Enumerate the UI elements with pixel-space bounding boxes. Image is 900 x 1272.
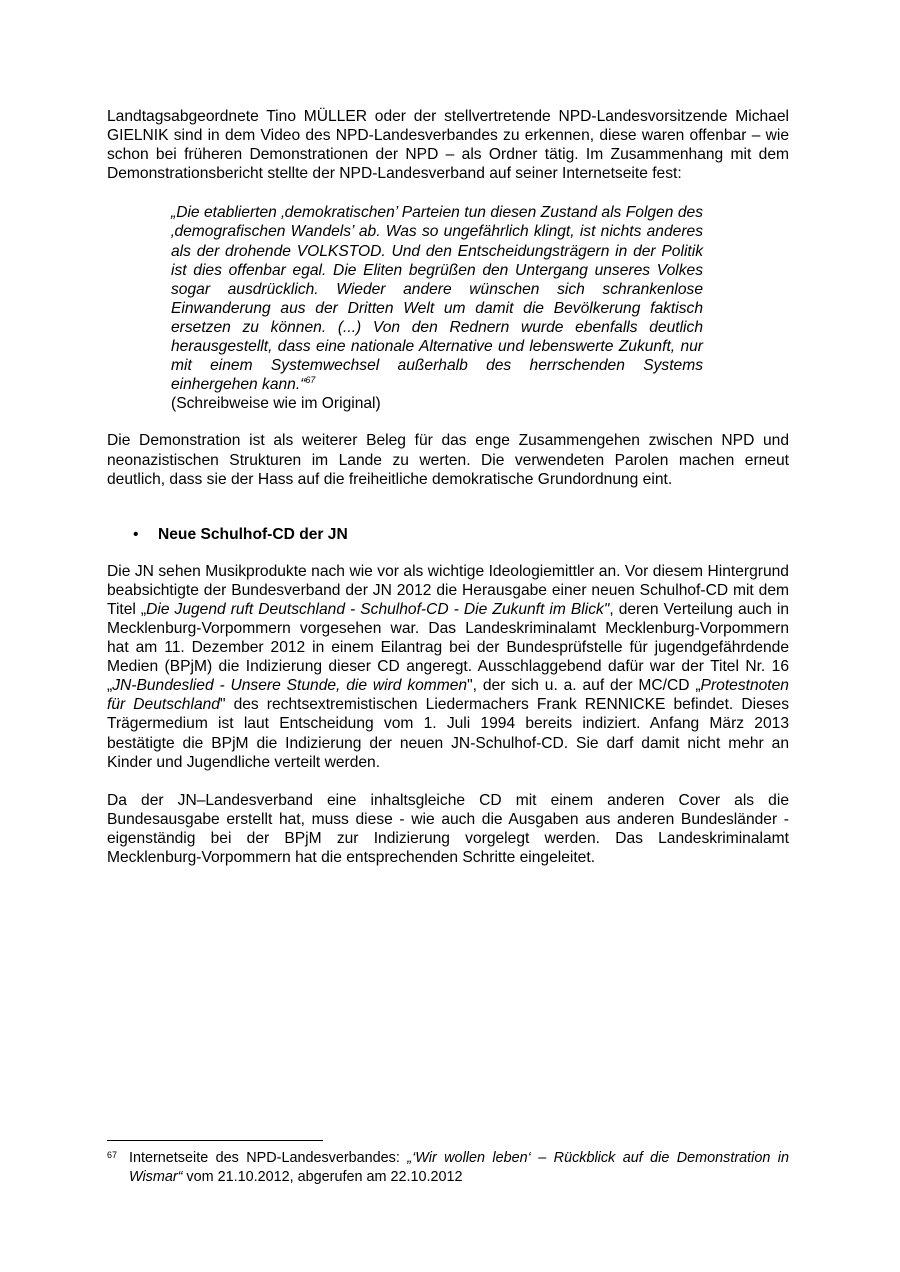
document-body [107,107,789,867]
intro-paragraph: Landtagsabgeordnete Tino MÜLLER oder der stellvertretende NPD-Landesvorsitzende Michael GIELNIK sind in dem Video des NPD-Landesverbandes zu erkennen, diese waren offenbar – wie schon bei früheren Demonstrationen der NPD – als Ordner tätig. Im Zusammenhang mit dem Demonstrationsbericht stellte der NPD-Landesverband auf seiner Internetseite fest: [107,108,789,183]
footnote-text [129,1149,789,1186]
bullet-icon: • [133,525,139,543]
footnote-separator [107,1140,323,1141]
footnote-number: 67 [107,1150,118,1160]
quote-note: (Schreibweise wie im Original) [171,395,381,413]
cd-text-2: , deren Verteilung auch in Mecklenburg-Vorpommern vorgesehen war. Das Landeskriminalamt Mecklenburg-Vorpommern hat am 11. Dezember 2012 in einem Eilantrag bei der Bundesprüfstelle für jugendgefährdende Medien (BPjM) die Indizierung dieser CD angeregt. Ausschlaggebend dafür war der Titel Nr. 16 „ [107,600,790,695]
cd-text-1: Die JN sehen Musikprodukte nach wie vor als wichtige Ideologiemittler an. Vor diesem Hintergrund beabsichtigte der Bundesverband der JN 2012 die Herausgabe einer neuen Schulhof-CD mit dem Titel „ [107,562,789,618]
section-heading-text: Neue Schulhof-CD der JN [158,525,348,543]
footnote-prefix: Internetseite des NPD-Landesverbandes: [129,1150,408,1166]
footnote [107,1149,789,1186]
quote-text [171,203,703,394]
cd-paragraph [107,562,789,772]
quote-body: „Die etablierten ‚demokratischen’ Parteien tun diesen Zustand als Folgen des ‚demografischen Wandels’ ab. Was so ungefährlich klingt, ist nichts anderes als der drohende VOLKSTOD. Und den Entscheidungsträgern in der Politik ist dies offenbar egal. Die Eliten begrüßen den Untergang unseres Volkes sogar ausdrücklich. Wieder andere wünschen sich schrankenlose Einwanderung aus der Dritten Welt um damit die Bevölkerung faktisch ersetzen zu können. (...) Von den Rednern wurde ebenfalls deutlich herausgestellt, dass eine nationale Alternative und lebenswerte Zukunft, nur mit einem Systemwechsel außerhalb des herrschenden Systems einhergehen kann.“ [171,204,703,394]
cd-title-2: JN-Bundeslied - Unsere Stunde, die wird kommen [112,677,468,695]
footnote-suffix: vom 21.10.2012, abgerufen am 22.10.2012 [182,1168,463,1185]
cd-text-4: " des rechtsextremistischen Liedermachers Frank RENNICKE befindet. Dieses Trägermedium ist laut Entscheidung vom 1. Juli 1994 bereits indiziert. Anfang März 2013 bestätigte die BPjM die Indizierung der neuen JN-Schulhof-CD. Sie darf damit nicht mehr an Kinder und Jugendliche verteilt werden. [107,696,790,771]
cd-title-1: Die Jugend ruft Deutschland - Schulhof-CD - Die Zukunft im Blick" [146,600,610,618]
footnote-title: „‘Wir wollen leben‘ – Rückblick auf die Demonstration in Wismar“ [129,1150,789,1185]
cd-text-3: ", der sich u. a. auf der MC/CD „ [467,677,701,695]
block-quote [171,203,703,413]
footnote-reference: 67 [305,375,316,386]
landesverband-paragraph: Da der JN–Landesverband eine inhaltsgleiche CD mit einem anderen Cover als die Bundesausgabe erstellt hat, muss diese - wie auch die Ausgaben aus anderen Bundesländer - eigenständig bei der BPjM zur Indizierung vorgelegt werden. Das Landeskriminalamt Mecklenburg-Vorpommern hat die entsprechenden Schritte eingeleitet. [107,791,789,866]
conclusion-paragraph: Die Demonstration ist als weiterer Beleg für das enge Zusammengehen zwischen NPD und neonazistischen Strukturen im Lande zu werten. Die verwendeten Parolen machen erneut deutlich, dass sie der Hass auf die freiheitliche demokratische Grundordnung eint. [107,432,789,488]
section-heading [107,526,789,544]
cd-title-3: Protestnoten für Deutschland [107,677,789,714]
